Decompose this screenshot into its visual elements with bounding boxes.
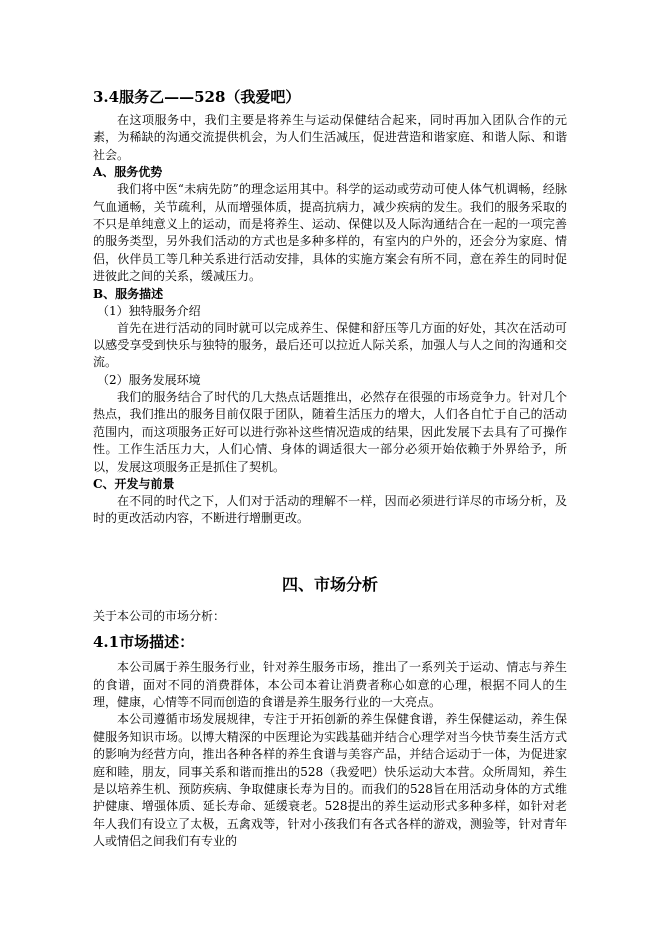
page-content [93, 86, 567, 851]
subsection-b2-title: （2）服务发展环境 [97, 372, 201, 387]
subsection-b1-title: （1）独特服务介绍 [97, 303, 201, 318]
chapter-4-intro: 关于本公司的市场分析： [93, 608, 226, 623]
section-4-1-title: 4.1市场描述： [93, 633, 195, 652]
subsection-a-text: 我们将中医“未病先防”的理念运用其中。科学的运动或劳动可使人体气机调畅，经脉气血通畅，关节疏利，从而增强体质，提高抗病力，减少疾病的发生。我们的服务采取的不只是单纯意义上的运动，而是将养生、运动、保健以及人际沟通结合在一起的一项完善的服务类型，另外我们活动的方式也是多种多样的，有室内的户外的，还会分为家庭、情侣，伙伴员工等几种关系进行活动安排，具体的实施方案会有所不同，意在养生的同时促进彼此之间的关系，缓减压力。 [93, 182, 567, 284]
section-3-4-title: 3.4服务乙——528（我爱吧） [93, 88, 301, 106]
chapter-4-title: 四、市场分析 [281, 574, 378, 594]
section-3-4-intro: 在这项服务中，我们主要是将养生与运动保健结合起来，同时再加入团队合作的元素，为稀缺的沟通交流提供机会，为人们生活减压，促进营造和谐家庭、和谐人际、和谐社会。 [93, 113, 567, 162]
subsection-b1-text: 首先在进行活动的同时就可以完成养生、保健和舒压等几方面的好处，其次在活动可以感受享受到快乐与独特的服务，最后还可以拉近人际关系，加强人与人之间的沟通和交流。 [93, 320, 567, 370]
subsection-b-title: B、服务描述 [93, 286, 164, 301]
section-4-1-paragraph-1: 本公司属于养生服务行业，针对养生服务市场，推出了一系列关于运动、情志与养生的食谱，面对不同的消费群体，本公司本着让消费者称心如意的心理，根据不同人的生理，健康，心情等不同而创造的食谱是养生服务行业的一大亮点。 [93, 660, 567, 709]
section-4-1-paragraph-2: 本公司遵循市场发展规律，专注于开拓创新的养生保健食谱，养生保健运动，养生保健服务知识市场。以博大精深的中医理论为实践基础并结合心理学对当今快节奏生活方式的影响为经营方向，推出各种各样的养生食谱与美容产品，并结合运动于一体，为促进家庭和睦，朋友，同事关系和谐而推出的528（我爱吧）快乐运动大本营。众所周知，养生是以培养生机、预防疾病、争取健康长寿为目的。而我们的528旨在用活动身体的方式维护健康、增强体质、延长寿命、延缓衰老。528提出的养生运动形式多种多样，如针对老年人我们有设立了太极，五禽戏等，针对小孩我们有各式各样的游戏，测验等，针对青年人或情侣之间我们有专业的 [93, 712, 567, 849]
subsection-c-text: 在不同的时代之下，人们对于活动的理解不一样，因而必须进行详尽的市场分析，及时的更改活动内容，不断进行增删更改。 [93, 493, 567, 526]
subsection-c-title: C、开发与前景 [93, 476, 175, 491]
subsection-a-title: A、服务优势 [93, 165, 163, 180]
spacer [93, 528, 567, 574]
spacer [93, 596, 567, 608]
subsection-b2-text: 我们的服务结合了时代的几大热点话题推出，必然存在很强的市场竞争力。针对几个热点，我们推出的服务目前仅限于团队，随着生活压力的增大，人们各自忙于自己的活动范围内，而这项服务正好可以进行弥补这些情况造成的结果，因此发展下去具有了可操作性。工作生活压力大，人们心情、身体的调适很大一部分必须开始依赖于外界给予，所以，发展这项服务正是抓住了契机。 [93, 389, 567, 474]
